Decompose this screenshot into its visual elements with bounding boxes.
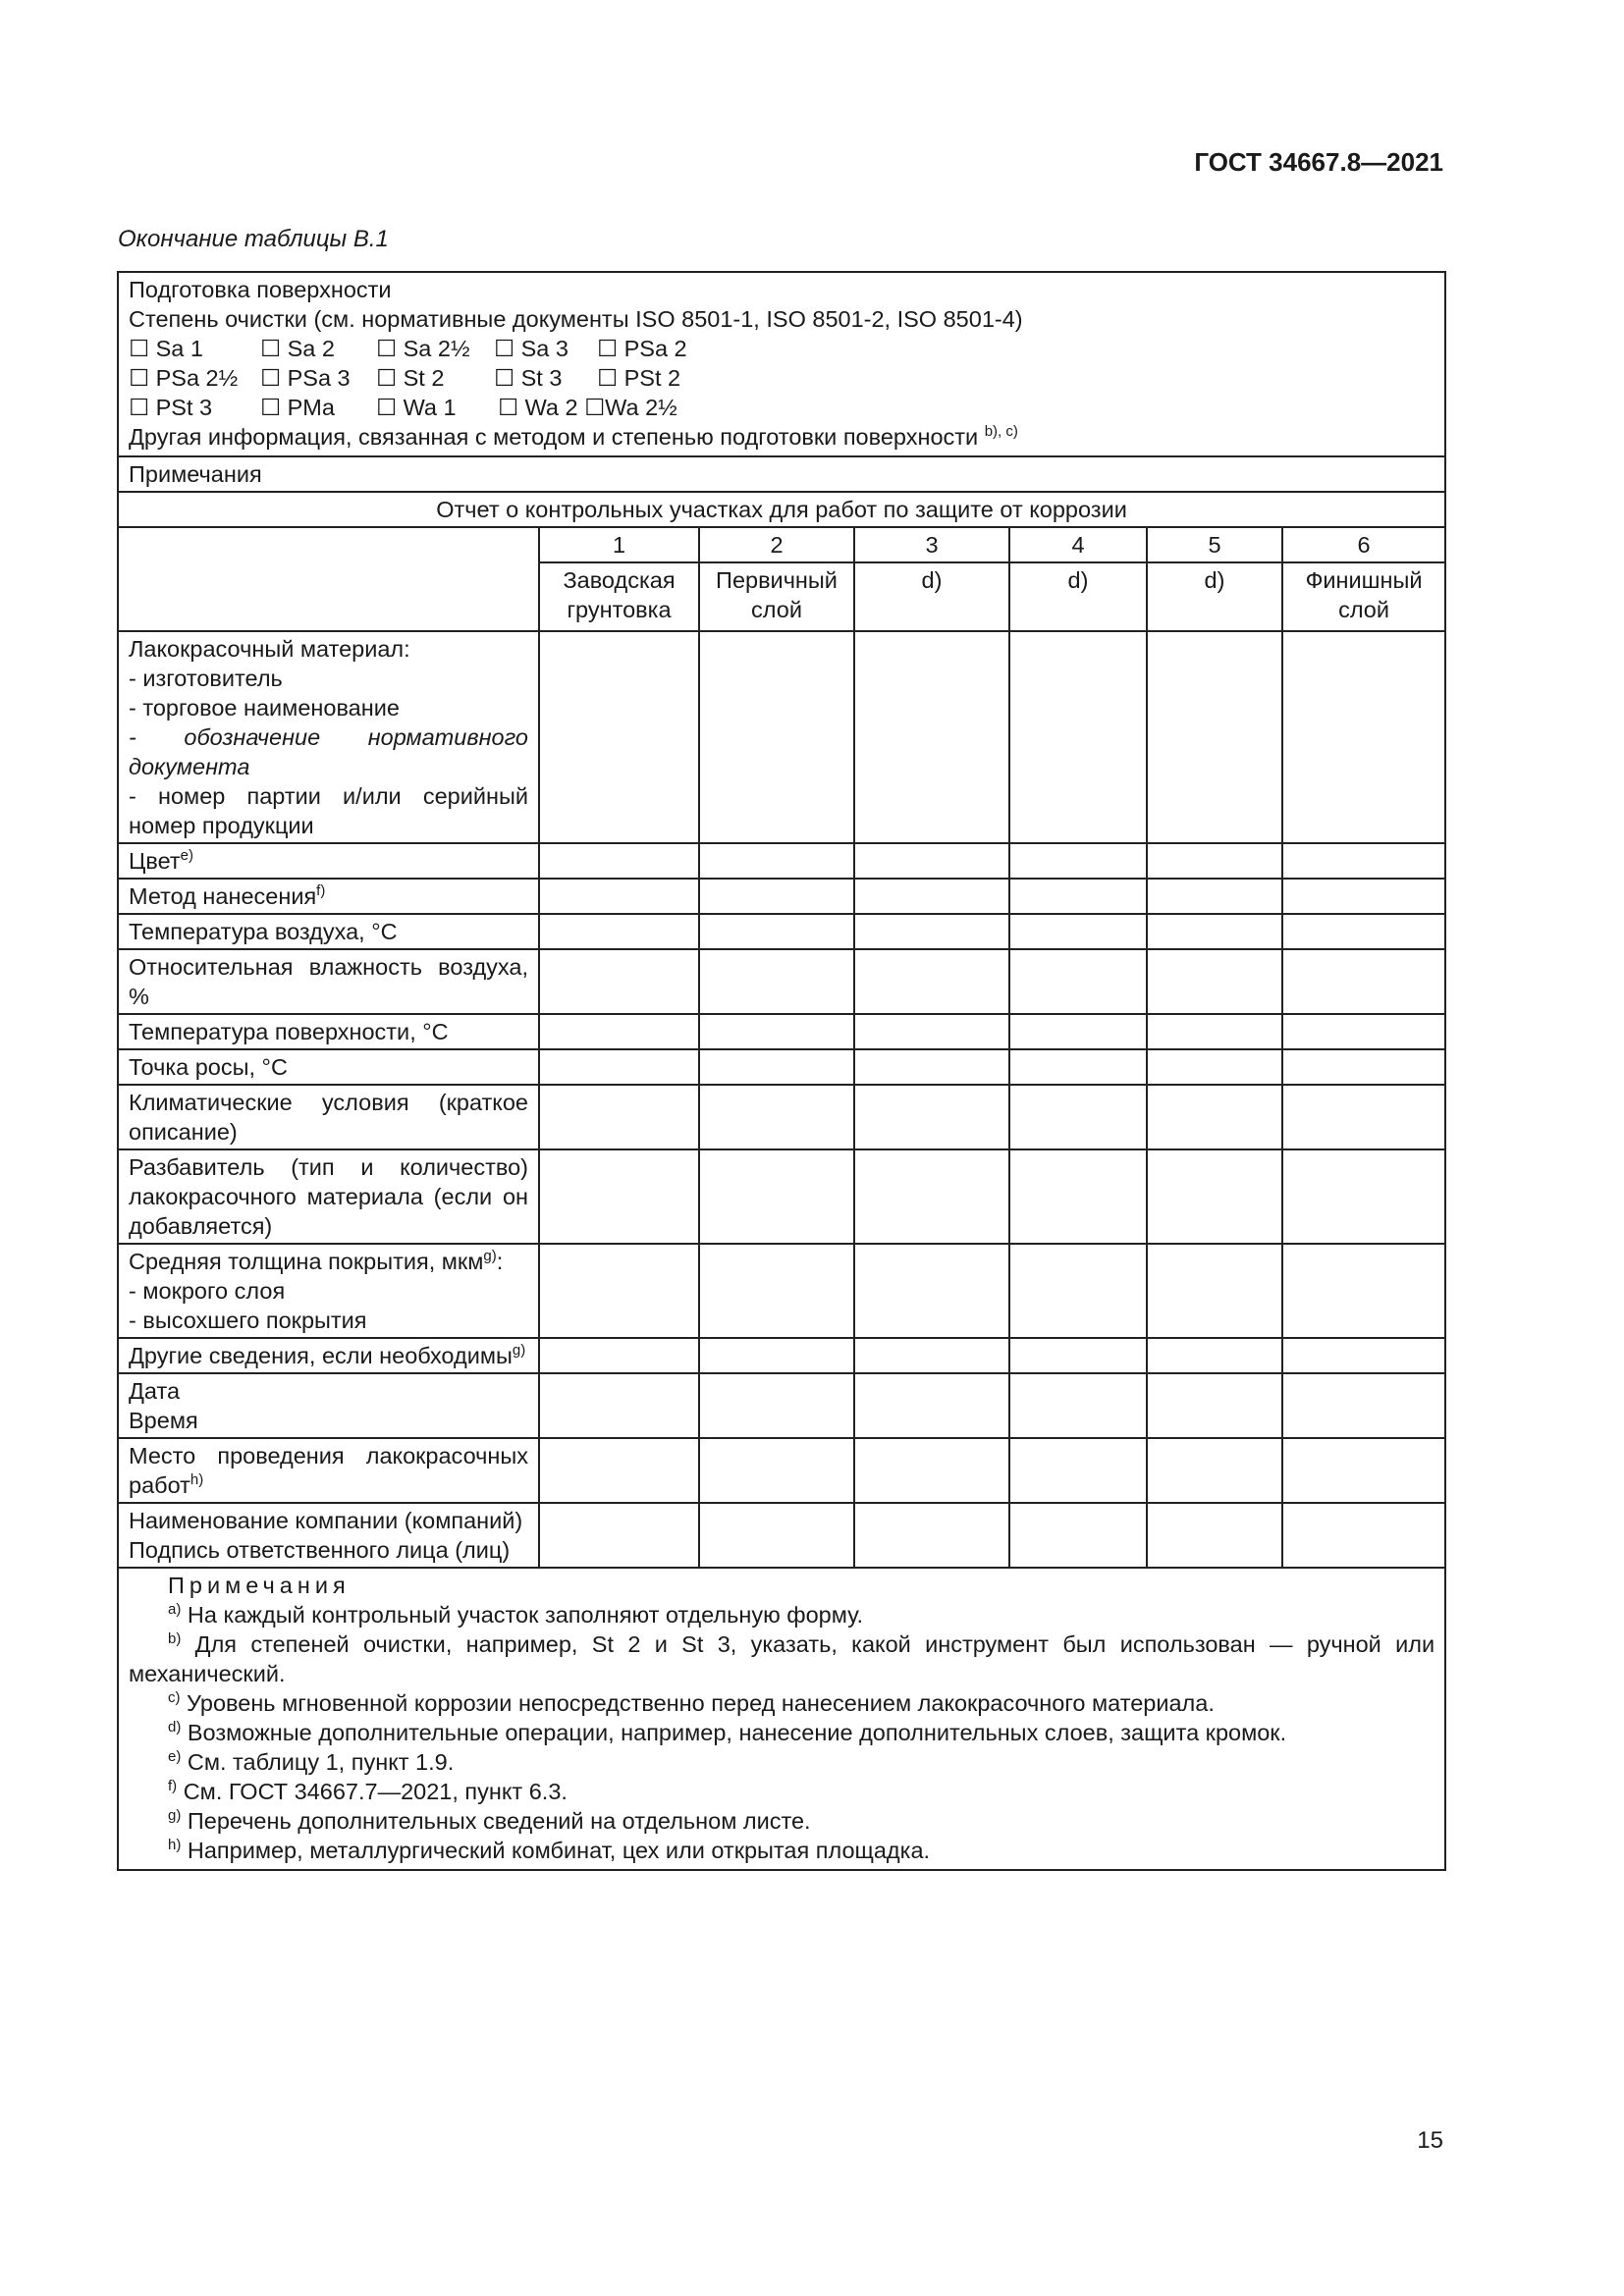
paint-doc-ref: - обозначение нормативного документа xyxy=(129,724,528,779)
climate-label: Климатические условия (краткое описание) xyxy=(118,1085,539,1149)
paint-batch: - номер партии и/или серийный номер продукции xyxy=(129,783,528,838)
entry-cell[interactable] xyxy=(1009,1373,1147,1438)
checkbox-row-2 xyxy=(129,363,1435,393)
header-blank-cell xyxy=(118,527,539,631)
entry-cell[interactable] xyxy=(854,914,1009,949)
checkbox-wa2[interactable]: ☐ Wa 2 xyxy=(498,395,578,420)
entry-cell[interactable] xyxy=(699,1438,854,1503)
entry-cell[interactable] xyxy=(1009,843,1147,879)
note-item xyxy=(129,1718,1435,1747)
note-ref: b) xyxy=(168,1630,182,1648)
row-label xyxy=(118,843,539,879)
checkbox-row-3 xyxy=(129,393,1435,422)
place-ref: h) xyxy=(189,1471,204,1489)
entry-cell[interactable] xyxy=(1147,914,1282,949)
entry-cell[interactable] xyxy=(699,949,854,1014)
entry-cell[interactable] xyxy=(699,1149,854,1244)
entry-cell[interactable] xyxy=(699,1503,854,1568)
entry-cell[interactable] xyxy=(854,1338,1009,1373)
row-label xyxy=(118,879,539,914)
entry-cell[interactable] xyxy=(1282,843,1445,879)
note-ref: a) xyxy=(168,1601,182,1619)
other-label: Другие сведения, если необходимы xyxy=(129,1343,513,1368)
entry-cell[interactable] xyxy=(539,1373,699,1438)
note-ref: e) xyxy=(168,1748,182,1766)
entry-cell[interactable] xyxy=(539,1014,699,1049)
column-label: d) xyxy=(854,562,1009,631)
note-text: См. ГОСТ 34667.7—2021, пункт 6.3. xyxy=(177,1779,568,1804)
thinner-label: Разбавитель (тип и количество) лакокрасочного материала (если он добавляется) xyxy=(118,1149,539,1244)
method-row xyxy=(118,879,1445,914)
row-label xyxy=(118,1438,539,1503)
entry-cell[interactable] xyxy=(1282,1149,1445,1244)
column-number: 1 xyxy=(539,527,699,562)
surface-temp-row xyxy=(118,1014,1445,1049)
entry-cell[interactable] xyxy=(699,879,854,914)
page-number: 15 xyxy=(1417,2127,1443,2154)
checkbox-pma[interactable]: ☐ PMa xyxy=(260,395,335,420)
note-item xyxy=(129,1777,1435,1806)
row-label xyxy=(118,631,539,843)
thinner-row xyxy=(118,1149,1445,1244)
paint-material-row xyxy=(118,631,1445,843)
entry-cell[interactable] xyxy=(699,1244,854,1338)
column-label: d) xyxy=(1009,562,1147,631)
thickness-row xyxy=(118,1244,1445,1338)
checkbox-wa1[interactable]: ☐ Wa 1 xyxy=(376,395,457,420)
thickness-wet: - мокрого слоя xyxy=(129,1278,286,1304)
note-ref: f) xyxy=(168,1778,178,1795)
humidity-label: Относительная влажность воздуха, % xyxy=(118,949,539,1014)
checkbox-sa2[interactable]: ☐ Sa 2 xyxy=(260,336,335,361)
notes-row xyxy=(118,1568,1445,1870)
entry-cell[interactable] xyxy=(1009,631,1147,843)
entry-cell[interactable] xyxy=(699,1338,854,1373)
entry-cell[interactable] xyxy=(1282,1338,1445,1373)
checkbox-psa2[interactable]: ☐ PSa 2 xyxy=(597,336,687,361)
row-label xyxy=(118,1338,539,1373)
other-info-text: Другая информация, связанная с методом и степенью подготовки поверхности xyxy=(129,424,985,450)
entry-cell[interactable] xyxy=(1147,1338,1282,1373)
remarks-row xyxy=(118,456,1445,492)
thickness-colon: : xyxy=(496,1249,504,1274)
checkbox-psa2-5[interactable]: ☐ PSa 2½ xyxy=(129,365,239,391)
checkbox-st3[interactable]: ☐ St 3 xyxy=(494,365,563,391)
table-caption: Окончание таблицы В.1 xyxy=(118,226,389,252)
entry-cell[interactable] xyxy=(1147,1149,1282,1244)
column-label: Первичный слой xyxy=(699,562,854,631)
checkbox-sa3[interactable]: ☐ Sa 3 xyxy=(494,336,568,361)
cleaning-degree-line: Степень очистки (см. нормативные документы ISO 8501-1, ISO 8501-2, ISO 8501-4) xyxy=(129,306,1023,332)
entry-cell[interactable] xyxy=(854,1149,1009,1244)
row-label xyxy=(118,1503,539,1568)
entry-cell[interactable] xyxy=(699,914,854,949)
entry-cell[interactable] xyxy=(1282,1503,1445,1568)
entry-cell[interactable] xyxy=(1282,879,1445,914)
column-number: 5 xyxy=(1147,527,1282,562)
climate-row xyxy=(118,1085,1445,1149)
entry-cell[interactable] xyxy=(1282,1014,1445,1049)
entry-cell[interactable] xyxy=(1009,949,1147,1014)
entry-cell[interactable] xyxy=(854,879,1009,914)
entry-cell[interactable] xyxy=(1282,1049,1445,1085)
datetime-row xyxy=(118,1373,1445,1438)
time-label: Время xyxy=(129,1408,198,1433)
entry-cell[interactable] xyxy=(539,1244,699,1338)
entry-cell[interactable] xyxy=(539,843,699,879)
entry-cell[interactable] xyxy=(539,879,699,914)
entry-cell[interactable] xyxy=(854,1244,1009,1338)
note-text: На каждый контрольный участок заполняют отдельную форму. xyxy=(181,1602,864,1628)
notes-title: Примечания xyxy=(168,1573,351,1598)
notes-cell xyxy=(118,1568,1445,1870)
column-number-row xyxy=(118,527,1445,562)
other-ref: g) xyxy=(512,1342,526,1360)
document-standard-code: ГОСТ 34667.8—2021 xyxy=(1194,147,1443,177)
column-number: 3 xyxy=(854,527,1009,562)
air-temp-label: Температура воздуха, °С xyxy=(118,914,539,949)
color-label: Цвет xyxy=(129,848,181,874)
column-number: 2 xyxy=(699,527,854,562)
entry-cell[interactable] xyxy=(1009,1244,1147,1338)
surface-prep-title: Подготовка поверхности xyxy=(129,277,392,302)
entry-cell[interactable] xyxy=(539,949,699,1014)
note-item xyxy=(129,1747,1435,1777)
thickness-dry: - высохшего покрытия xyxy=(129,1308,367,1333)
entry-cell[interactable] xyxy=(539,1338,699,1373)
entry-cell[interactable] xyxy=(854,631,1009,843)
dew-point-label: Точка росы, °С xyxy=(118,1049,539,1085)
note-ref: h) xyxy=(168,1837,182,1854)
other-info-row xyxy=(118,1338,1445,1373)
paint-manufacturer: - изготовитель xyxy=(129,666,283,691)
date-label: Дата xyxy=(129,1378,181,1404)
entry-cell[interactable] xyxy=(539,1503,699,1568)
column-number: 6 xyxy=(1282,527,1445,562)
entry-cell[interactable] xyxy=(539,631,699,843)
color-ref: e) xyxy=(180,847,194,865)
entry-cell[interactable] xyxy=(1009,879,1147,914)
row-label xyxy=(118,1373,539,1438)
entry-cell[interactable] xyxy=(1009,1338,1147,1373)
surface-temp-label: Температура поверхности, °С xyxy=(118,1014,539,1049)
note-text: См. таблицу 1, пункт 1.9. xyxy=(181,1749,455,1775)
entry-cell[interactable] xyxy=(699,1085,854,1149)
note-item xyxy=(129,1806,1435,1836)
checkbox-sa1[interactable]: ☐ Sa 1 xyxy=(129,336,203,361)
checkbox-st2[interactable]: ☐ St 2 xyxy=(376,365,445,391)
other-info-refs: b), c) xyxy=(984,423,1018,441)
note-item xyxy=(129,1688,1435,1718)
place-label: Место проведения лакокрасочных работ xyxy=(129,1443,528,1498)
report-title: Отчет о контрольных участках для работ по защите от коррозии xyxy=(118,492,1445,527)
checkbox-pst2[interactable]: ☐ PSt 2 xyxy=(597,365,681,391)
checkbox-psa3[interactable]: ☐ PSa 3 xyxy=(260,365,351,391)
checkbox-wa2-5[interactable]: ☐Wa 2½ xyxy=(584,395,677,420)
signature-label: Подпись ответственного лица (лиц) xyxy=(129,1537,511,1563)
paint-title: Лакокрасочный материал: xyxy=(129,636,410,662)
entry-cell[interactable] xyxy=(854,949,1009,1014)
checkbox-row-1 xyxy=(129,334,1435,363)
entry-cell[interactable] xyxy=(1282,1373,1445,1438)
column-label: Заводская грунтовка xyxy=(539,562,699,631)
entry-cell[interactable] xyxy=(1147,1438,1282,1503)
row-label xyxy=(118,1244,539,1338)
entry-cell[interactable] xyxy=(1147,1014,1282,1049)
surface-prep-row xyxy=(118,272,1445,456)
company-row xyxy=(118,1503,1445,1568)
entry-cell[interactable] xyxy=(854,1503,1009,1568)
checkbox-pst3[interactable]: ☐ PSt 3 xyxy=(129,395,213,420)
air-temp-row xyxy=(118,914,1445,949)
entry-cell[interactable] xyxy=(854,1085,1009,1149)
note-text: Для степеней очистки, например, St 2 и St 3, указать, какой инструмент был использован — ручной или механический. xyxy=(129,1631,1435,1686)
entry-cell[interactable] xyxy=(1009,1085,1147,1149)
color-row xyxy=(118,843,1445,879)
place-row xyxy=(118,1438,1445,1503)
entry-cell[interactable] xyxy=(854,1438,1009,1503)
method-label: Метод нанесения xyxy=(129,883,317,909)
entry-cell[interactable] xyxy=(1147,879,1282,914)
entry-cell[interactable] xyxy=(539,1438,699,1503)
note-item xyxy=(129,1629,1435,1688)
entry-cell[interactable] xyxy=(1147,1049,1282,1085)
checkbox-sa2-5[interactable]: ☐ Sa 2½ xyxy=(376,336,470,361)
entry-cell[interactable] xyxy=(1282,1244,1445,1338)
note-item xyxy=(129,1600,1435,1629)
entry-cell[interactable] xyxy=(854,1373,1009,1438)
entry-cell[interactable] xyxy=(539,1049,699,1085)
entry-cell[interactable] xyxy=(699,1373,854,1438)
note-text: Например, металлургический комбинат, цех или открытая площадка. xyxy=(181,1838,931,1863)
column-label: Финишный слой xyxy=(1282,562,1445,631)
entry-cell[interactable] xyxy=(1009,1503,1147,1568)
column-label: d) xyxy=(1147,562,1282,631)
entry-cell[interactable] xyxy=(1282,949,1445,1014)
entry-cell[interactable] xyxy=(699,631,854,843)
inspection-form-table xyxy=(117,271,1446,1871)
method-ref: f) xyxy=(316,882,326,900)
entry-cell[interactable] xyxy=(854,1049,1009,1085)
note-text: Возможные дополнительные операции, например, нанесение дополнительных слоев, защита кромок. xyxy=(181,1720,1287,1745)
entry-cell[interactable] xyxy=(1009,914,1147,949)
entry-cell[interactable] xyxy=(1009,1438,1147,1503)
thickness-ref: g) xyxy=(483,1248,497,1265)
entry-cell[interactable] xyxy=(1147,949,1282,1014)
entry-cell[interactable] xyxy=(699,1049,854,1085)
entry-cell[interactable] xyxy=(854,1014,1009,1049)
other-info-line xyxy=(129,422,1435,452)
dew-point-row xyxy=(118,1049,1445,1085)
note-text: Перечень дополнительных сведений на отдельном листе. xyxy=(181,1808,811,1834)
note-item xyxy=(129,1836,1435,1865)
entry-cell[interactable] xyxy=(1282,631,1445,843)
entry-cell[interactable] xyxy=(539,1085,699,1149)
entry-cell[interactable] xyxy=(854,843,1009,879)
report-title-row xyxy=(118,492,1445,527)
entry-cell[interactable] xyxy=(1282,1085,1445,1149)
thickness-title: Средняя толщина покрытия, мкм xyxy=(129,1249,484,1274)
company-name-label: Наименование компании (компаний) xyxy=(129,1508,523,1533)
paint-trade-name: - торговое наименование xyxy=(129,695,400,721)
entry-cell[interactable] xyxy=(1009,1049,1147,1085)
entry-cell[interactable] xyxy=(1009,1149,1147,1244)
entry-cell[interactable] xyxy=(1147,1373,1282,1438)
thickness-title-line xyxy=(129,1247,528,1276)
humidity-row xyxy=(118,949,1445,1014)
note-ref: g) xyxy=(168,1807,182,1825)
note-ref: c) xyxy=(168,1689,181,1707)
remarks-label: Примечания xyxy=(118,456,1445,492)
entry-cell[interactable] xyxy=(1147,631,1282,843)
entry-cell[interactable] xyxy=(1147,1244,1282,1338)
entry-cell[interactable] xyxy=(1282,1438,1445,1503)
entry-cell[interactable] xyxy=(1009,1014,1147,1049)
note-text: Уровень мгновенной коррозии непосредственно перед нанесением лакокрасочного материала. xyxy=(180,1690,1215,1716)
entry-cell[interactable] xyxy=(1147,843,1282,879)
entry-cell[interactable] xyxy=(699,1014,854,1049)
entry-cell[interactable] xyxy=(1147,1085,1282,1149)
entry-cell[interactable] xyxy=(539,1149,699,1244)
note-ref: d) xyxy=(168,1719,182,1736)
entry-cell[interactable] xyxy=(699,843,854,879)
entry-cell[interactable] xyxy=(1282,914,1445,949)
entry-cell[interactable] xyxy=(1147,1503,1282,1568)
entry-cell[interactable] xyxy=(539,914,699,949)
column-number: 4 xyxy=(1009,527,1147,562)
